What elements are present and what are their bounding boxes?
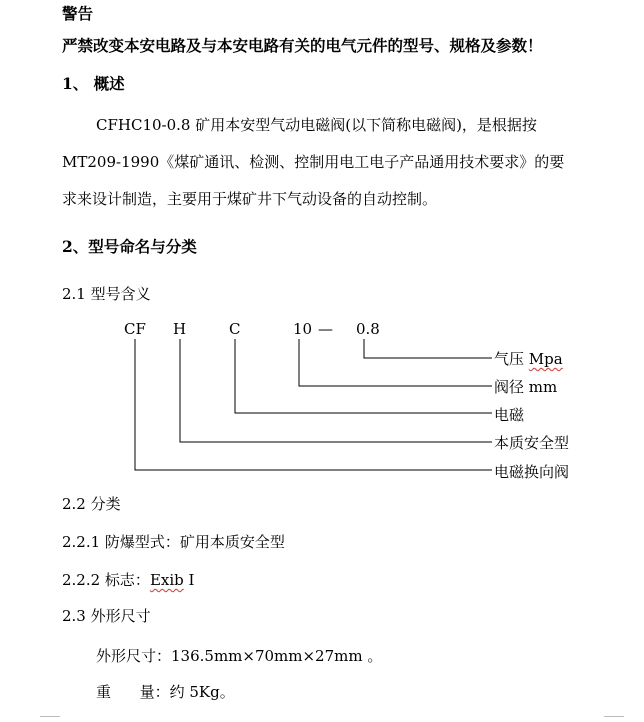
- model-part-h: H: [173, 320, 187, 338]
- page-bottom-rule-left: [40, 716, 60, 717]
- model-part-0-8: 0.8: [356, 320, 380, 338]
- label-pressure-text: 气压: [494, 350, 529, 368]
- label-intrinsic-safe: 本质安全型: [494, 434, 570, 452]
- section-2-1-heading: 2.1 型号含义: [62, 285, 151, 303]
- section1-heading: 1、 概述: [62, 74, 125, 93]
- section-2-2-2: [62, 569, 194, 590]
- overview-line-3: 求来设计制造，主要用于煤矿井下气动设备的自动控制。: [62, 190, 438, 208]
- label-electromagnetic: 电磁: [494, 406, 525, 424]
- warning-title: 警告: [62, 4, 94, 23]
- dimensions-line: 外形尺寸：136.5mm×70mm×27mm 。: [96, 647, 383, 665]
- weight-label: 重 量：: [96, 683, 170, 701]
- weight-value: 约 5Kg。: [169, 683, 235, 701]
- label-bore: 阀径 mm: [494, 378, 558, 396]
- label-pressure-unit: Mpa: [528, 350, 563, 368]
- model-part-cf: CF: [124, 320, 146, 338]
- label-pressure: [494, 348, 563, 369]
- overview-line-1: CFHC10-0.8 矿用本安型气动电磁阀(以下简称电磁阀)，是根据按: [96, 116, 537, 134]
- mark-exib: Exib: [149, 571, 184, 589]
- section-2-3-heading: 2.3 外形尺寸: [62, 607, 151, 625]
- label-solenoid-valve: 电磁换向阀: [494, 463, 570, 481]
- section-2-2-1: 2.2.1 防爆型式：矿用本质安全型: [62, 533, 285, 551]
- overview-line-2: MT209-1990《煤矿通讯、检测、控制用电工电子产品通用技术要求》的要: [62, 153, 565, 171]
- mark-suffix: I: [183, 571, 195, 589]
- mark-label: 2.2.2 标志：: [62, 571, 150, 589]
- page-bottom-rule-right: [604, 716, 624, 717]
- model-part-10: 10: [293, 320, 313, 338]
- weight-line: [96, 681, 235, 702]
- section-2-2-heading: 2.2 分类: [62, 495, 121, 513]
- warning-text: 严禁改变本安电路及与本安电路有关的电气元件的型号、规格及参数！: [62, 36, 543, 55]
- model-part-c: C: [229, 320, 241, 338]
- section2-heading: 2、型号命名与分类: [62, 237, 197, 256]
- model-part-dash: —: [318, 320, 333, 338]
